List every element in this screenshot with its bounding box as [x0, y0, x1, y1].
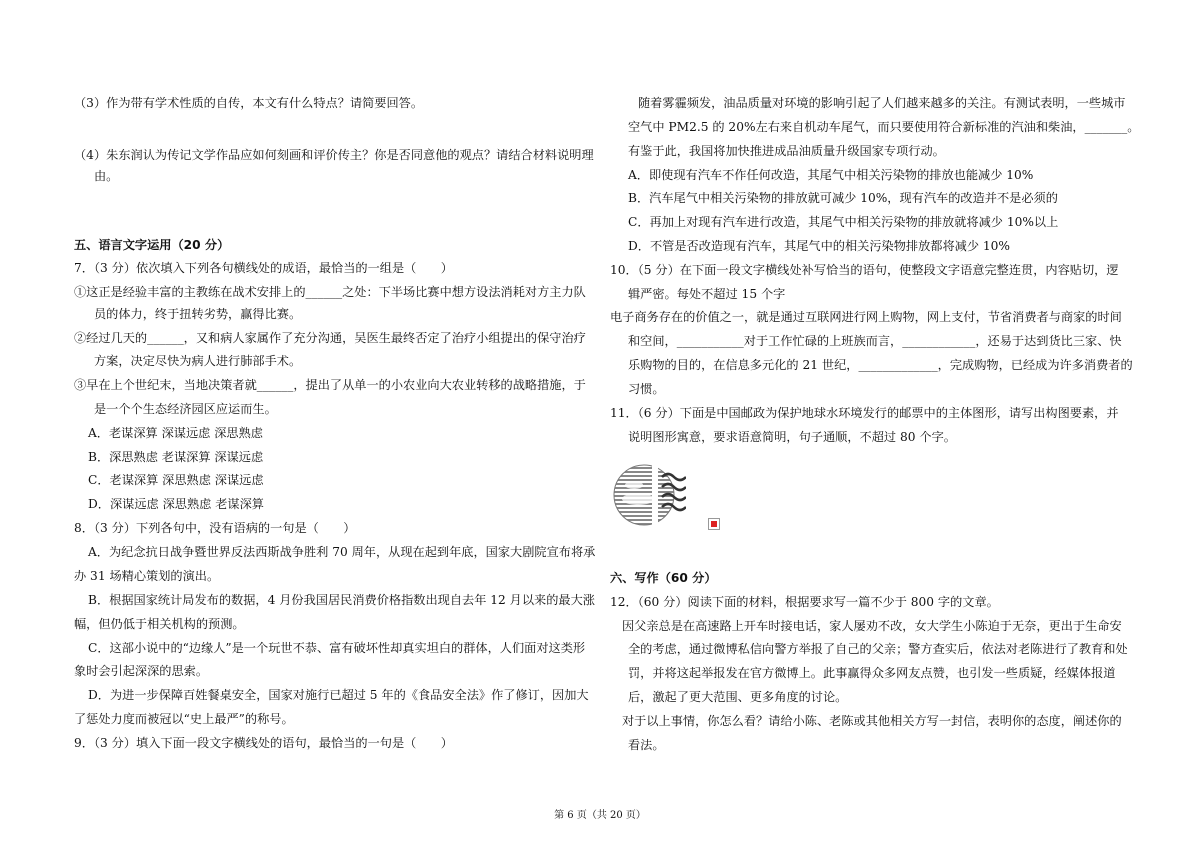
text-line: D．深谋远虑 深思熟虑 老谋深算	[88, 497, 264, 511]
broken-image-icon	[708, 518, 720, 530]
text-line: 看法。	[628, 738, 665, 752]
text-line: A．为纪念抗日战争暨世界反法西斯战争胜利 70 周年，从现在起到年底，国家大剧院宣布将承	[88, 545, 596, 559]
text-line: 象时会引起深深的思索。	[74, 664, 209, 678]
text-line: ①这正是经验丰富的主教练在战术安排上的______之处：下半场比赛中想方设法消耗对方主力队	[74, 285, 586, 299]
text-line: B．深思熟虑 老谋深算 深谋远虑	[88, 450, 264, 464]
text-line: 空气中 PM2.5 的 20%左右来自机动车尾气，而只要使用符合新标准的汽油和柴油，_______。	[628, 120, 1140, 134]
text-line: C．老谋深算 深思熟虑 深谋远虑	[88, 473, 264, 487]
text-line: A．老谋深算 深谋远虑 深思熟虑	[88, 426, 263, 440]
text-line: （4）朱东润认为传记文学作品应如何刻画和评价传主？你是否同意他的观点？请结合材料说明理	[74, 148, 594, 162]
text-line: 电子商务存在的价值之一，就是通过互联网进行网上购物，网上支付，节省消费者与商家的时间	[610, 310, 1122, 324]
text-line: D．为进一步保障百姓餐桌安全，国家对施行已超过 5 年的《食品安全法》作了修订，因加大	[88, 688, 589, 702]
page-footer: 第 6 页（共 20 页）	[554, 810, 646, 821]
text-line: 罚，并将这起举报发在官方微博上。此事赢得众多网友点赞，也引发一些质疑，经媒体报道	[628, 666, 1116, 680]
text-line: 全的考虑，通过微博私信向警方举报了自己的父亲；警方查实后，依法对老陈进行了教育和处	[628, 642, 1128, 656]
text-line: （3）作为带有学术性质的自传，本文有什么特点？请简要回答。	[74, 96, 424, 110]
text-line: 有鉴于此，我国将加快推进成品油质量升级国家专项行动。	[628, 144, 945, 158]
text-line: 办 31 场精心策划的演出。	[74, 569, 220, 583]
text-line: 了惩处力度而被冠以“史上最严”的称号。	[74, 712, 294, 726]
text-line: 后，激起了更大范围、更多角度的讨论。	[628, 690, 848, 704]
text-line: C．再加上对现有汽车进行改造，其尾气中相关污染物的排放就将减少 10%以上	[628, 215, 1059, 229]
text-line: 说明图形寓意，要求语意简明，句子通顺，不超过 80 个字。	[628, 430, 956, 444]
text-line: 因父亲总是在高速路上开车时接电话，家人屡劝不改，女大学生小陈迫于无奈，更出于生命安	[622, 619, 1122, 633]
text-line: 是一个个生态经济园区应运而生。	[94, 402, 277, 416]
text-line: 对于以上事情，你怎么看？请给小陈、老陈或其他相关方写一封信，表明你的态度，阐述你的	[622, 714, 1122, 728]
text-line: D．不管是否改造现有汽车，其尾气中的相关污染物排放都将减少 10%	[628, 239, 1010, 253]
text-line: 乐购物的目的，在信息多元化的 21 世纪，_____________，完成购物，已经成为许多消费者的	[628, 358, 1133, 372]
text-line: B．根据国家统计局发布的数据，4 月份我国居民消费价格指数出现自去年 12 月以来的最大涨	[88, 593, 595, 607]
text-line: 7．（3 分）依次填入下列各句横线处的成语，最恰当的一组是（ ）	[74, 261, 453, 275]
stamp-image	[612, 459, 686, 531]
text-line: 和空间，___________对于工作忙碌的上班族而言，____________，还易于达到货比三家、快	[628, 334, 1122, 348]
text-line: 辑严密。每处不超过 15 个字	[628, 287, 786, 301]
text-line: 11．（6 分）下面是中国邮政为保护地球水环境发行的邮票中的主体图形，请写出构图要素，并	[610, 406, 1119, 420]
text-line: 习惯。	[628, 382, 665, 396]
text-line: 由。	[94, 169, 119, 183]
text-line: 9．（3 分）填入下面一段文字横线处的语句，最恰当的一句是（ ）	[74, 736, 453, 750]
text-line: C．这部小说中的“边缘人”是一个玩世不恭、富有破坏性却真实坦白的群体，人们面对这类形	[88, 641, 586, 655]
text-line: B．汽车尾气中相关污染物的排放就可减少 10%，现有汽车的改造并不是必须的	[628, 191, 1058, 205]
text-line: 幅，但仍低于相关机构的预测。	[74, 617, 245, 631]
text-line: ③早在上个世纪末，当地决策者就______，提出了从单一的小农业向大农业转移的战略措施，于	[74, 378, 586, 392]
text-line: 员的体力，终于扭转劣势，赢得比赛。	[94, 307, 302, 321]
section-heading: 五、语言文字运用（20 分）	[74, 238, 230, 252]
text-line: 随着雾霾频发，油品质量对环境的影响引起了人们越来越多的关注。有测试表明，一些城市	[638, 96, 1126, 110]
text-line: 12．（60 分）阅读下面的材料，根据要求写一篇不少于 800 字的文章。	[610, 595, 999, 609]
text-line: A．即使现有汽车不作任何改造，其尾气中相关污染物的排放也能减少 10%	[628, 168, 1034, 182]
section-heading: 六、写作（60 分）	[610, 571, 717, 585]
text-line: ②经过几天的______，又和病人家属作了充分沟通，吴医生最终否定了治疗小组提出的保守治疗	[74, 331, 586, 345]
text-line: 10．（5 分）在下面一段文字横线处补写恰当的语句，使整段文字语意完整连贯，内容贴切，逻	[610, 263, 1119, 277]
text-line: 8．（3 分）下列各句中，没有语病的一句是（ ）	[74, 521, 356, 535]
text-line: 方案，决定尽快为病人进行肺部手术。	[94, 354, 302, 368]
